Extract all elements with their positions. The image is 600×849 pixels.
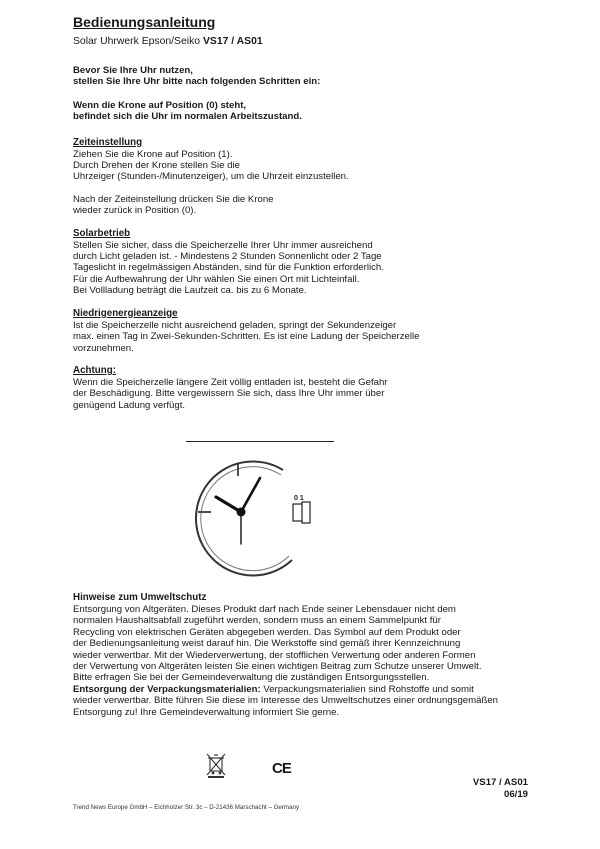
watch-case-outline bbox=[196, 461, 292, 575]
intro-line: stellen Sie Ihre Uhr bitte nach folgenden Schritten ein: bbox=[73, 76, 321, 88]
packaging-first: Verpackungsmaterialien sind Rohstoffe und somit bbox=[260, 683, 474, 695]
solar-line: Für die Aufbewahrung der Uhr wählen Sie einen Ort mit Lichteinfall. bbox=[73, 273, 360, 285]
ce-mark: CE bbox=[272, 760, 291, 777]
time-setting-line: Ziehen Sie die Krone auf Position (1). bbox=[73, 148, 233, 160]
section-environment bbox=[73, 592, 553, 718]
document-title: Bedienungsanleitung bbox=[73, 14, 216, 30]
environment-line: Recycling von elektrischen Geräten abgegeben werden. Das Symbol auf dem Produkt oder bbox=[73, 626, 461, 638]
section-divider bbox=[186, 441, 334, 442]
low-energy-line: Ist die Speicherzelle nicht ausreichend geladen, springt der Sekundenzeiger bbox=[73, 319, 397, 331]
watch-bezel-outline bbox=[201, 467, 289, 571]
caution-text bbox=[73, 377, 553, 411]
model-code-model: VS17 / AS01 bbox=[472, 777, 528, 788]
subtitle-model: VS17 / AS01 bbox=[202, 36, 263, 47]
document-subtitle bbox=[73, 35, 553, 48]
section-caution bbox=[73, 365, 553, 411]
time-setting-text bbox=[73, 149, 553, 183]
packaging-line: Entsorgung zu! Ihre Gemeindeverwaltung informiert Sie gerne. bbox=[73, 706, 340, 718]
time-setting-after-line: Nach der Zeiteinstellung drücken Sie die Krone bbox=[73, 193, 274, 205]
environment-line: wieder verwertbar. Mit der Wiederverwertung, der stofflichen Verwertung oder anderen Formen bbox=[73, 649, 476, 661]
model-code-date: 06/19 bbox=[503, 789, 528, 800]
section-low-energy bbox=[73, 308, 553, 354]
time-setting-after-text bbox=[73, 194, 553, 217]
crown-note bbox=[73, 100, 553, 123]
crown-knob bbox=[302, 502, 310, 523]
watch-diagram bbox=[190, 456, 320, 586]
low-energy-line: vorzunehmen. bbox=[73, 342, 134, 354]
caution-line: genügend Ladung verfügt. bbox=[73, 399, 186, 411]
time-setting-line: Uhrzeiger (Stunden-/Minutenzeiger), um die Uhrzeit einzustellen. bbox=[73, 171, 349, 183]
environment-line: Bitte erfragen Sie bei der Gemeindeverwaltung die zuständigen Entsorgungsstellen. bbox=[73, 672, 430, 684]
packaging-label: Entsorgung der Verpackungsmaterialien: bbox=[73, 683, 261, 695]
caution-line: Wenn die Speicherzelle längere Zeit völlig entladen ist, besteht die Gefahr bbox=[73, 376, 388, 388]
solar-line: Tageslicht in regelmässigen Abständen, sind für die Funktion erforderlich. bbox=[73, 262, 384, 274]
caution-line: der Beschädigung. Bitte vergewissern Sie sich, dass Ihre Uhr immer über bbox=[73, 388, 385, 400]
environment-line: der Bedienungsanleitung weist darauf hin. Die Werkstoffe sind gemäß ihrer Kennzeichnung bbox=[73, 638, 461, 650]
section-solar bbox=[73, 228, 553, 297]
time-setting-line: Durch Drehen der Krone stellen Sie die bbox=[73, 160, 240, 172]
crown-note-line: befindet sich die Uhr im normalen Arbeitszustand. bbox=[73, 111, 302, 123]
hand-pivot bbox=[237, 508, 246, 517]
solar-line: Stellen Sie sicher, dass die Speicherzelle Ihrer Uhr immer ausreichend bbox=[73, 239, 373, 251]
crown-note-line: Wenn die Krone auf Position (0) steht, bbox=[73, 99, 247, 111]
footer-address: Trend News Europe GmbH – Eichholzer Str. 3c – D-21436 Marschacht – Germany bbox=[73, 804, 300, 811]
intro-line: Bevor Sie Ihre Uhr nutzen, bbox=[73, 65, 193, 76]
solar-line: Bei Vollladung beträgt die Laufzeit ca. bis zu 6 Monate. bbox=[73, 285, 307, 297]
time-setting-after-line: wieder zurück in Position (0). bbox=[73, 205, 197, 217]
environment-line: Entsorgung von Altgeräten. Dieses Produkt darf nach Ende seiner Lebensdauer nicht dem bbox=[73, 604, 456, 615]
document-page bbox=[73, 14, 553, 411]
environment-text bbox=[73, 604, 553, 718]
solar-text bbox=[73, 240, 553, 297]
environment-heading: Hinweise zum Umweltschutz bbox=[73, 592, 207, 603]
packaging-line bbox=[73, 684, 553, 695]
low-energy-line: max. einen Tag in Zwei-Sekunden-Schritten. Es ist eine Ladung der Speicherzelle bbox=[73, 331, 420, 343]
low-energy-heading: Niedrigenergieanzeige bbox=[73, 307, 178, 319]
environment-line: der Verwertung von Altgeräten leisten Sie einen wichtigen Beitrag zum Schutze unserer Umwelt. bbox=[73, 661, 482, 673]
solar-heading: Solarbetrieb bbox=[73, 227, 131, 239]
caution-heading: Achtung: bbox=[73, 364, 116, 376]
low-energy-text bbox=[73, 320, 553, 354]
crown-position-labels: 0 1 bbox=[294, 495, 304, 502]
model-code bbox=[473, 777, 528, 801]
intro-note bbox=[73, 65, 553, 88]
environment-line: normalen Haushaltsabfall zugeführt werden, sondern muss an einem Sammelpunkt für bbox=[73, 615, 441, 627]
time-setting-heading: Zeiteinstellung bbox=[73, 136, 143, 148]
solar-line: durch Licht geladen ist. - Mindestens 2 Stunden Sonnenlicht oder 2 Tage bbox=[73, 251, 382, 263]
packaging-line: wieder verwertbar. Bitte führen Sie diese im Interesse des Umweltschutzes einer ordnungsgemäßen bbox=[73, 695, 498, 707]
minute-hand bbox=[241, 478, 260, 512]
weee-bin-icon bbox=[205, 752, 227, 778]
subtitle-prefix: Solar Uhrwerk Epson/Seiko bbox=[73, 36, 203, 47]
section-time-setting bbox=[73, 137, 553, 217]
